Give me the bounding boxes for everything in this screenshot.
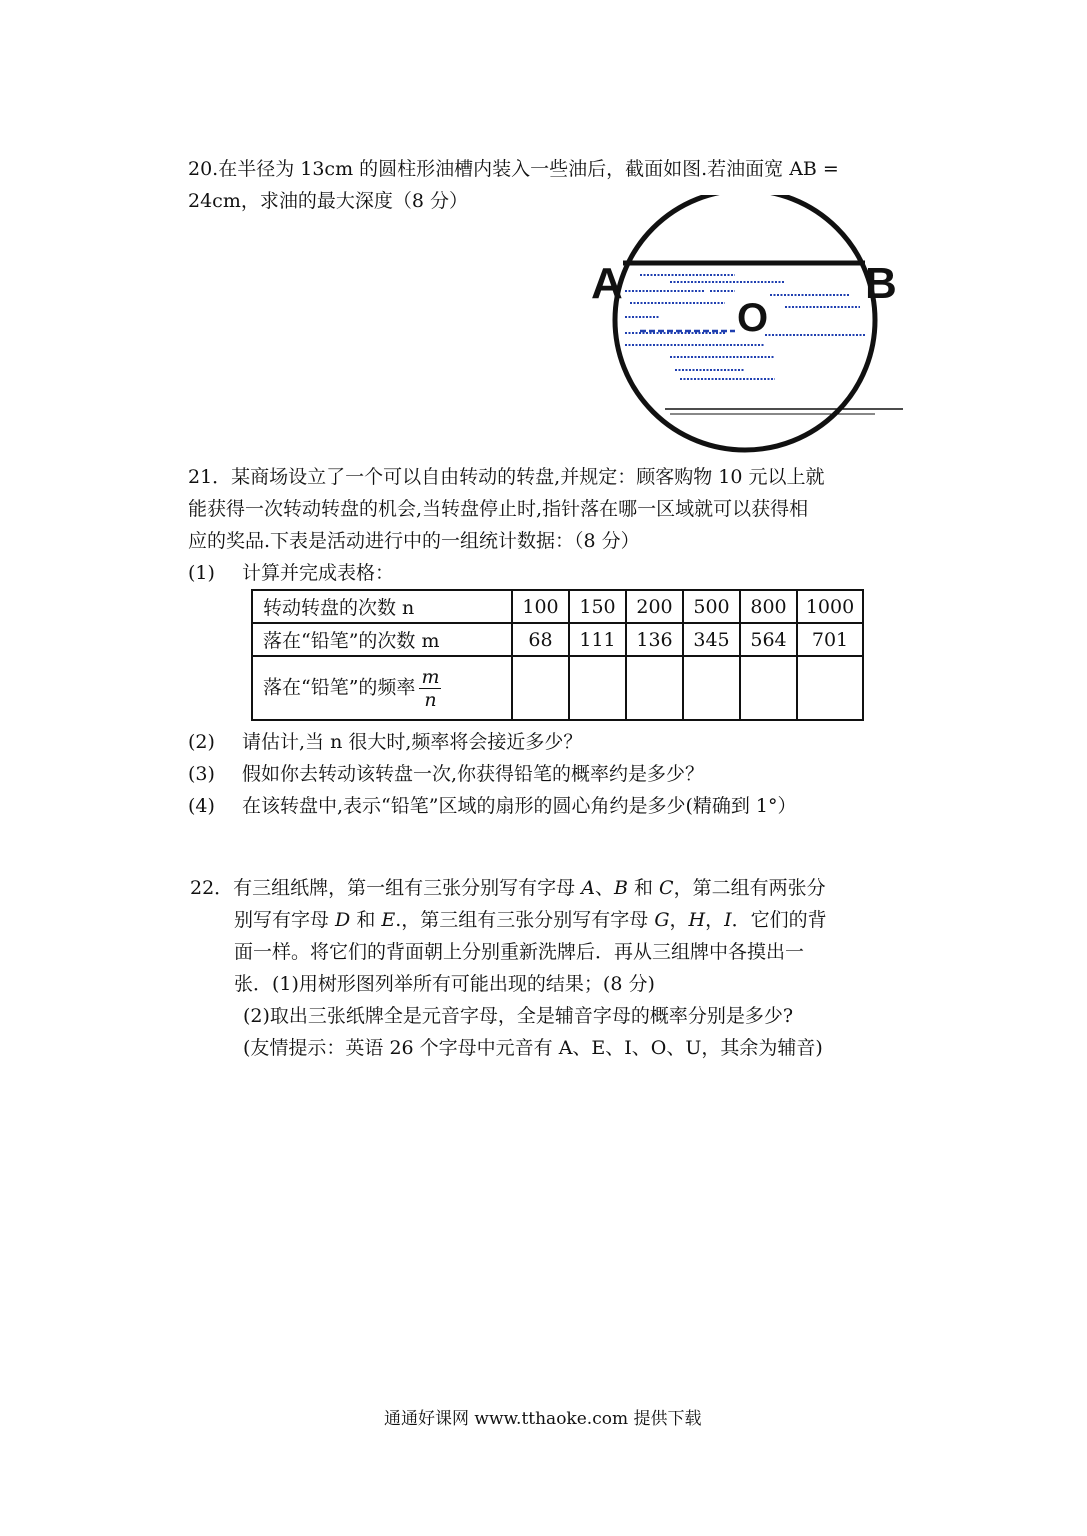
row3-label <box>252 656 512 720</box>
q21-line1: 21．某商场设立了一个可以自由转动的转盘,并规定：顾客购物 10 元以上就 <box>188 466 825 488</box>
q21-sub2 <box>188 726 582 758</box>
q21-sub2-num: (2) <box>188 731 215 753</box>
letter-b: B <box>613 877 628 899</box>
row2-label: 落在“铅笔”的次数 m <box>252 623 512 656</box>
letter-d: D <box>335 909 351 931</box>
cell: 564 <box>740 623 797 656</box>
q22-line5: (2)取出三张纸牌全是元音字母，全是辅音字母的概率分别是多少? <box>243 1005 794 1027</box>
q22-line2-e: .，第三组有三张分别写有字母 <box>395 909 655 931</box>
q22-line2-i: ， <box>705 909 725 931</box>
letter-h: H <box>688 909 706 931</box>
q22-line1-g: ，第二组有两张分 <box>673 877 826 899</box>
q22-line1-c: 、 <box>594 877 614 899</box>
letter-a: A <box>581 877 595 899</box>
q21-sub4 <box>188 790 797 822</box>
frac-denominator: n <box>424 688 437 711</box>
q21-sub1-text: 计算并完成表格： <box>242 562 395 584</box>
q22-line4: 张．(1)用树形图列举所有可能出现的结果；(8 分) <box>234 973 655 995</box>
q22-line3: 面一样。将它们的背面朝上分别重新洗牌后．再从三组牌中各摸出一 <box>234 941 805 963</box>
fraction-m-over-n <box>419 666 441 711</box>
cell: 68 <box>512 623 569 656</box>
letter-c: C <box>659 877 674 899</box>
q21-sub3-num: (3) <box>188 763 215 785</box>
q22-line1 <box>190 872 826 904</box>
table-row <box>252 656 863 720</box>
q21-sub4-text: 在该转盘中,表示“铅笔”区域的扇形的圆心角约是多少(精确到 1°） <box>242 795 797 817</box>
letter-i: I <box>724 909 732 931</box>
empty-cell[interactable] <box>683 656 740 720</box>
q21-line3: 应的奖品.下表是活动进行中的一组统计数据：（8 分） <box>188 530 640 552</box>
q22-line2-g: ， <box>669 909 689 931</box>
q22-line2-c: 和 <box>350 909 382 931</box>
empty-cell[interactable] <box>569 656 626 720</box>
empty-cell[interactable] <box>512 656 569 720</box>
q22-line2 <box>234 904 827 936</box>
table-row <box>252 590 863 623</box>
cell: 500 <box>683 590 740 623</box>
empty-cell[interactable] <box>740 656 797 720</box>
empty-cell[interactable] <box>797 656 863 720</box>
oil-tank-figure <box>585 195 905 455</box>
cell: 1000 <box>797 590 863 623</box>
table-row <box>252 623 863 656</box>
frequency-table <box>251 589 864 721</box>
label-o: O <box>737 296 769 340</box>
q21-sub4-num: (4) <box>188 795 215 817</box>
cell: 701 <box>797 623 863 656</box>
q21-sub3 <box>188 758 704 790</box>
letter-e: E <box>381 909 396 931</box>
q22-line6: (友情提示：英语 26 个字母中元音有 A、E、I、O、U，其余为辅音) <box>243 1037 823 1059</box>
q22-line1-a: 22．有三组纸牌，第一组有三张分别写有字母 <box>190 877 582 899</box>
page-footer: 通通好课网 www.tthaoke.com 提供下载 <box>384 1409 702 1429</box>
q21-sub1 <box>188 557 394 589</box>
label-b: B <box>865 259 897 308</box>
label-a: A <box>591 259 623 308</box>
empty-cell[interactable] <box>626 656 683 720</box>
row3-label-text: 落在“铅笔”的频率 <box>263 676 416 698</box>
cell: 150 <box>569 590 626 623</box>
q20-line1: 20.在半径为 13cm 的圆柱形油槽内装入一些油后，截面如图.若油面宽 AB = <box>188 158 839 180</box>
q21-sub3-text: 假如你去转动该转盘一次,你获得铅笔的概率约是多少？ <box>242 763 705 785</box>
cell: 111 <box>569 623 626 656</box>
q22-line2-a: 别写有字母 <box>234 909 336 931</box>
q20-line2: 24cm，求油的最大深度（8 分） <box>188 190 468 212</box>
cell: 200 <box>626 590 683 623</box>
cell: 136 <box>626 623 683 656</box>
row1-label: 转动转盘的次数 n <box>252 590 512 623</box>
q21-text <box>188 461 824 557</box>
q21-sub2-text: 请估计,当 n 很大时,频率将会接近多少？ <box>242 731 583 753</box>
letter-g: G <box>654 909 670 931</box>
q22-line1-e: 和 <box>627 877 660 899</box>
q21-sub1-num: (1) <box>188 562 215 584</box>
cell: 800 <box>740 590 797 623</box>
cell: 100 <box>512 590 569 623</box>
q21-line2: 能获得一次转动转盘的机会,当转盘停止时,指针落在哪一区域就可以获得相 <box>188 498 809 520</box>
cell: 345 <box>683 623 740 656</box>
q22-line2-k: ．它们的背 <box>731 909 827 931</box>
frac-numerator: m <box>421 665 440 688</box>
